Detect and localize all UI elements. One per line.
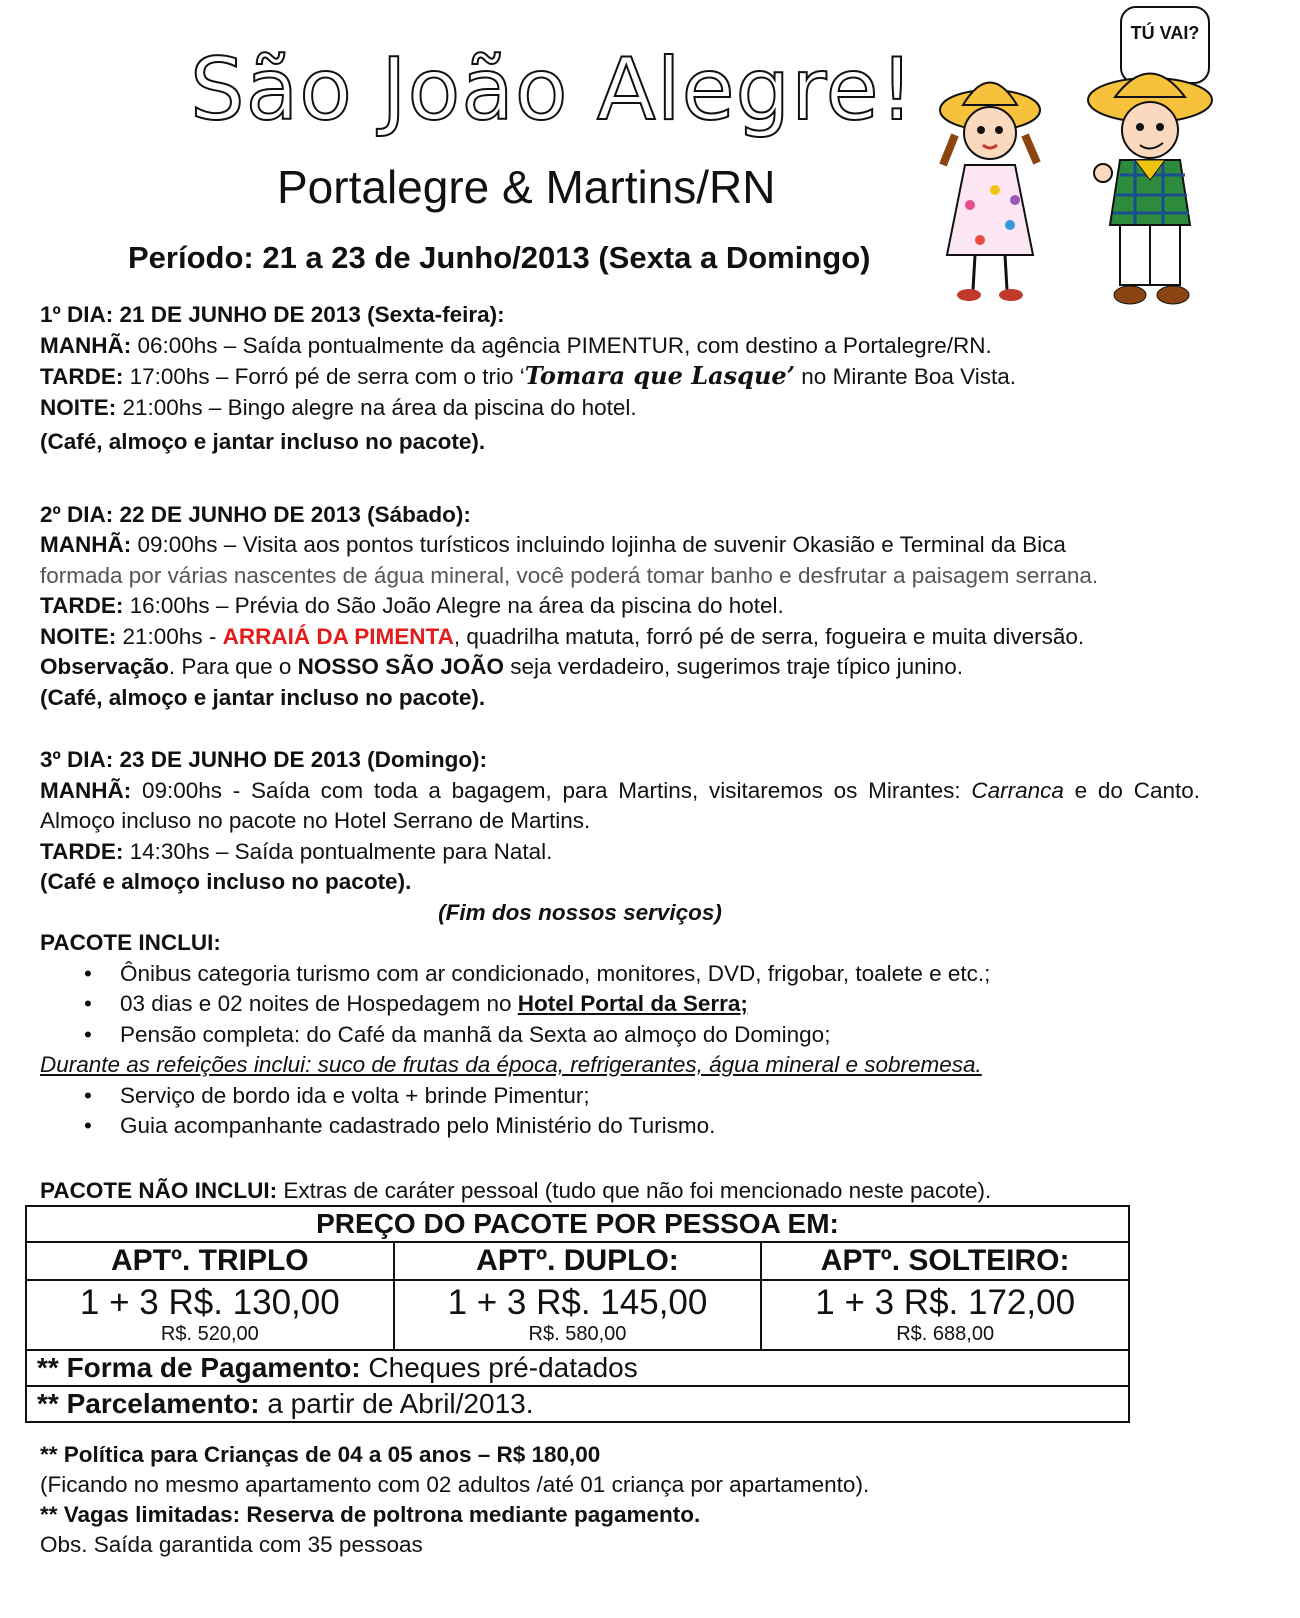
mirante-name: Carranca bbox=[971, 777, 1064, 803]
day2-meals: (Café, almoço e jantar incluso no pacote). bbox=[40, 684, 486, 710]
list-item: • Pensão completa: do Café da manhã da Sexta ao almoço do Domingo; bbox=[120, 1020, 1260, 1051]
includes-heading: PACOTE INCLUI: bbox=[40, 930, 221, 955]
price-value: 1 + 3 R$. 130,00 bbox=[79, 1283, 340, 1322]
end-services: (Fim dos nossos serviços) bbox=[438, 899, 722, 925]
event-name: ARRAIÁ DA PIMENTA bbox=[222, 623, 454, 649]
price-table bbox=[25, 1205, 1130, 1423]
day2-night bbox=[40, 622, 1260, 653]
night-text: 21:00hs – Bingo alegre na área da piscina do hotel. bbox=[116, 394, 637, 420]
price-cell-triplo bbox=[26, 1280, 394, 1350]
price-cell-solteiro bbox=[761, 1280, 1129, 1350]
day2-heading: 2º DIA: 22 DE JUNHO DE 2013 (Sábado): bbox=[40, 501, 471, 527]
day1-section bbox=[40, 300, 1260, 458]
day2-morning bbox=[40, 530, 1200, 561]
payment-text: Cheques pré-datados bbox=[360, 1352, 638, 1383]
installment-row bbox=[26, 1386, 1129, 1422]
list-item: • Guia acompanhante cadastrado pelo Ministério do Turismo. bbox=[120, 1111, 1260, 1142]
observation-label: Observação bbox=[40, 654, 169, 679]
boy-figure-icon bbox=[1088, 74, 1212, 305]
page-subtitle: Portalegre & Martins/RN bbox=[277, 161, 776, 213]
speech-bubble-text: TÚ VAI? bbox=[1130, 23, 1200, 43]
includes-section bbox=[40, 928, 1260, 1142]
band-name: Tomara que Lasque’ bbox=[524, 361, 796, 390]
afternoon-label: TARDE: bbox=[40, 593, 124, 618]
hotel-name: Hotel Portal da Serra; bbox=[517, 991, 748, 1016]
afternoon-text: 16:00hs – Prévia do São João Alegre na área da piscina do hotel. bbox=[123, 593, 784, 618]
price-total: R$. 688,00 bbox=[896, 1323, 995, 1345]
list-item: • Ônibus categoria turismo com ar condicionado, monitores, DVD, frigobar, toalete e etc.; bbox=[120, 959, 1260, 990]
morning-text: 06:00hs – Saída pontualmente da agência PIMENTUR, com destino a Portalegre/RN. bbox=[131, 332, 992, 358]
afternoon-text: 14:30hs – Saída pontualmente para Natal. bbox=[123, 838, 553, 864]
morning-text-end: e do Canto. Almoço incluso no pacote no Hotel Serrano de Martins. bbox=[40, 777, 1200, 833]
day1-afternoon bbox=[40, 361, 1260, 393]
afternoon-label: TARDE: bbox=[40, 838, 124, 864]
footer-notes bbox=[40, 1440, 869, 1560]
day2-afternoon bbox=[40, 591, 1260, 622]
page-title: São João Alegre! bbox=[190, 40, 915, 140]
guaranteed-departure: Obs. Saída garantida com 35 pessoas bbox=[40, 1532, 423, 1557]
payment-label: ** Forma de Pagamento: bbox=[37, 1352, 361, 1383]
not-includes bbox=[40, 1176, 1260, 1207]
observation-text-end: seja verdadeiro, sugerimos traje típico junino. bbox=[503, 654, 963, 679]
column-header-triplo: APTº. TRIPLO bbox=[26, 1242, 394, 1280]
night-text-end: , quadrilha matuta, forró pé de serra, fogueira e muita diversão. bbox=[453, 623, 1085, 649]
kids-policy: ** Política para Crianças de 04 a 05 anos – R$ 180,00 bbox=[40, 1442, 601, 1467]
day3-heading: 3º DIA: 23 DE JUNHO DE 2013 (Domingo): bbox=[40, 747, 488, 772]
afternoon-text-end: no Mirante Boa Vista. bbox=[795, 364, 1017, 389]
price-total: R$. 580,00 bbox=[528, 1323, 627, 1345]
list-item: • Serviço de bordo ida e volta + brinde Pimentur; bbox=[120, 1081, 1260, 1112]
morning-label: MANHÃ: bbox=[40, 332, 132, 358]
observation-text: . Para que o bbox=[168, 654, 298, 679]
morning-label: MANHÃ: bbox=[40, 777, 132, 803]
list-item-text: 03 dias e 02 noites de Hospedagem no bbox=[120, 991, 518, 1016]
price-table-heading: PREÇO DO PACOTE POR PESSOA EM: bbox=[26, 1206, 1129, 1242]
price-value: 1 + 3 R$. 172,00 bbox=[815, 1283, 1076, 1322]
price-total: R$. 520,00 bbox=[160, 1323, 259, 1345]
includes-list-2 bbox=[40, 1081, 1260, 1142]
payment-row bbox=[26, 1350, 1129, 1386]
morning-label: MANHÃ: bbox=[40, 532, 132, 557]
list-item bbox=[120, 989, 1260, 1020]
column-header-duplo: APTº. DUPLO: bbox=[394, 1242, 762, 1280]
includes-list bbox=[40, 959, 1260, 1051]
column-header-solteiro: APTº. SOLTEIRO: bbox=[761, 1242, 1129, 1280]
night-label: NOITE: bbox=[40, 623, 117, 649]
morning-text: 09:00hs – Visita aos pontos turísticos incluindo lojinha de suvenir Okasião e Terminal da Bica bbox=[131, 532, 1066, 557]
day2-morning-cont: formada por várias nascentes de água mineral, você poderá tomar banho e desfrutar a paisagem serrana. bbox=[40, 562, 1099, 588]
installment-text: a partir de Abril/2013. bbox=[259, 1388, 534, 1419]
day1-morning bbox=[40, 331, 1260, 362]
afternoon-text: 17:00hs – Forró pé de serra com o trio ‘ bbox=[123, 364, 525, 389]
morning-text: 09:00hs - Saída com toda a bagagem, para Martins, visitaremos os Mirantes: bbox=[131, 777, 972, 803]
night-text: 21:00hs - bbox=[116, 623, 223, 649]
price-cell-duplo bbox=[394, 1280, 762, 1350]
afternoon-label: TARDE: bbox=[40, 364, 124, 389]
girl-figure-icon bbox=[940, 83, 1040, 302]
itinerary-content bbox=[40, 300, 1260, 1206]
day1-night bbox=[40, 393, 1260, 424]
period-line: Período: 21 a 23 de Junho/2013 (Sexta a Domingo) bbox=[128, 240, 871, 275]
price-value: 1 + 3 R$. 145,00 bbox=[447, 1283, 708, 1322]
limited-seats: ** Vagas limitadas: Reserva de poltrona mediante pagamento. bbox=[40, 1502, 701, 1527]
day3-afternoon bbox=[40, 837, 1260, 868]
day1-meals: (Café, almoço e jantar incluso no pacote). bbox=[40, 429, 486, 454]
junina-couple-illustration bbox=[935, 55, 1235, 310]
not-includes-label: PACOTE NÃO INCLUI: bbox=[40, 1177, 278, 1203]
installment-label: ** Parcelamento: bbox=[37, 1388, 260, 1419]
meals-note: Durante as refeições inclui: suco de frutas da época, refrigerantes, água mineral e sobremesa. bbox=[40, 1052, 982, 1077]
observation-bold: NOSSO SÃO JOÃO bbox=[297, 654, 504, 679]
day3-morning bbox=[40, 776, 1200, 837]
day2-section bbox=[40, 500, 1260, 714]
night-label: NOITE: bbox=[40, 394, 117, 420]
day3-meals: (Café e almoço incluso no pacote). bbox=[40, 869, 412, 894]
kids-policy-note: (Ficando no mesmo apartamento com 02 adultos /até 01 criança por apartamento). bbox=[40, 1472, 870, 1497]
day2-observation bbox=[40, 652, 1260, 683]
not-includes-text: Extras de caráter pessoal (tudo que não foi mencionado neste pacote). bbox=[277, 1177, 992, 1203]
day3-section bbox=[40, 745, 1260, 898]
day1-heading: 1º DIA: 21 DE JUNHO DE 2013 (Sexta-feira): bbox=[40, 302, 505, 327]
